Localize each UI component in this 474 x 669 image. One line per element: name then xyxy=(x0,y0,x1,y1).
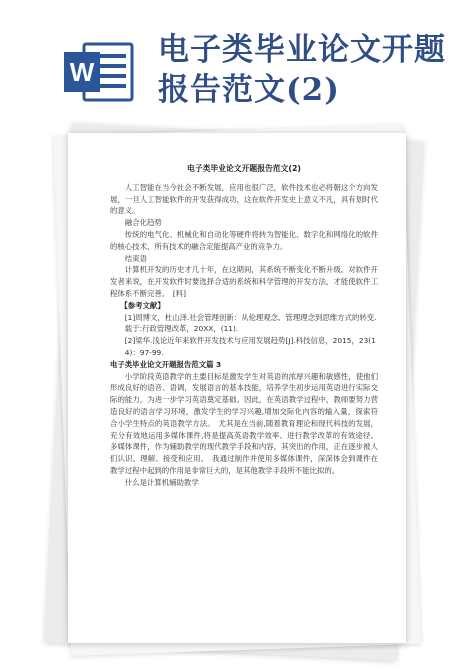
word-document-icon xyxy=(62,40,136,104)
paragraph-convergence: 传统的电气化、机械化和自动化等硬件将转为智能化、数字化和网络化的软件的核心技术，所有技术的融合定能提高产业的竞争力。 xyxy=(110,229,378,251)
section-heading: 电子类毕业论文开题报告范文篇 3 xyxy=(110,359,222,369)
paragraph-ai: 人工智能在当今社会不断发展，应用也很广泛，软件技术也必将朝这个方向发展，一旦人工智能软件的开发获得成功，这在软件开发史上意义不凡，具有划时代的意义。 xyxy=(110,182,378,216)
subheading-convergence: 融合化趋势 xyxy=(124,218,162,228)
references-heading: 【参考文献】 xyxy=(120,300,165,310)
banner-title: 电子类毕业论文开题报告范文(2) xyxy=(158,32,446,108)
document-title: 电子类毕业论文开题报告范文(2) xyxy=(187,164,301,173)
document-body xyxy=(110,163,378,489)
svg-text:W: W xyxy=(69,57,95,87)
subheading-conclusion: 结束语 xyxy=(124,253,147,263)
paragraph-english-teaching: 小学阶段英语教学的主要目标是激发学生对英语的浓厚兴趣和敏感性，使他们形成良好的语音、语调，发展语言的基本技能，培养学生初步运用英语进行实际交际的能力，为进一步学习英语奠定基础。因此，在英语教学过程中，教师要努力营造良好的语言学习环境，激发学生的学习兴趣,增加交际化内容的输入量，探索符合小学生特点的英语教学方法。 尤其是在当前,随着教育理论和现代科技的发展，充分有效地运用多媒体课件,将是提高英语教学效率、进行教学改革的有效途径。多媒体课件，作为辅助教学的现代教学手段和内容，其突出的作用，正在逐步被人们认识、理解、接受和应用。 我通过制作并使用多媒体课件，深深体会到课件在教学过程中起到的作用是非常巨大的，是其他教学手段所不能比拟的。 xyxy=(110,371,378,475)
reference-item: [1]周博文，杜山泽.社会管理创新：从伦理观念、管理理念到思维方式的转变.载于:行政管理改革，20XX，(11). xyxy=(124,312,377,334)
page-banner xyxy=(0,0,474,135)
subheading-cai: 什么是计算机辅助教学 xyxy=(124,477,199,487)
document-page xyxy=(68,133,406,643)
paragraph-conclusion: 计算机开发的历史才几十年，在这期间，其系统不断变化不断升级。对软件开发者来说，在开发软件时要选择合适的系统和科学管理的开发方法，才能使软件工程体系不断完善。 [料] xyxy=(110,265,378,298)
reference-item: [2]梁华.浅论近年来软件开发技术与应用发展趋势[J].科技信息，2015，23(14)：97-99. xyxy=(124,336,376,357)
